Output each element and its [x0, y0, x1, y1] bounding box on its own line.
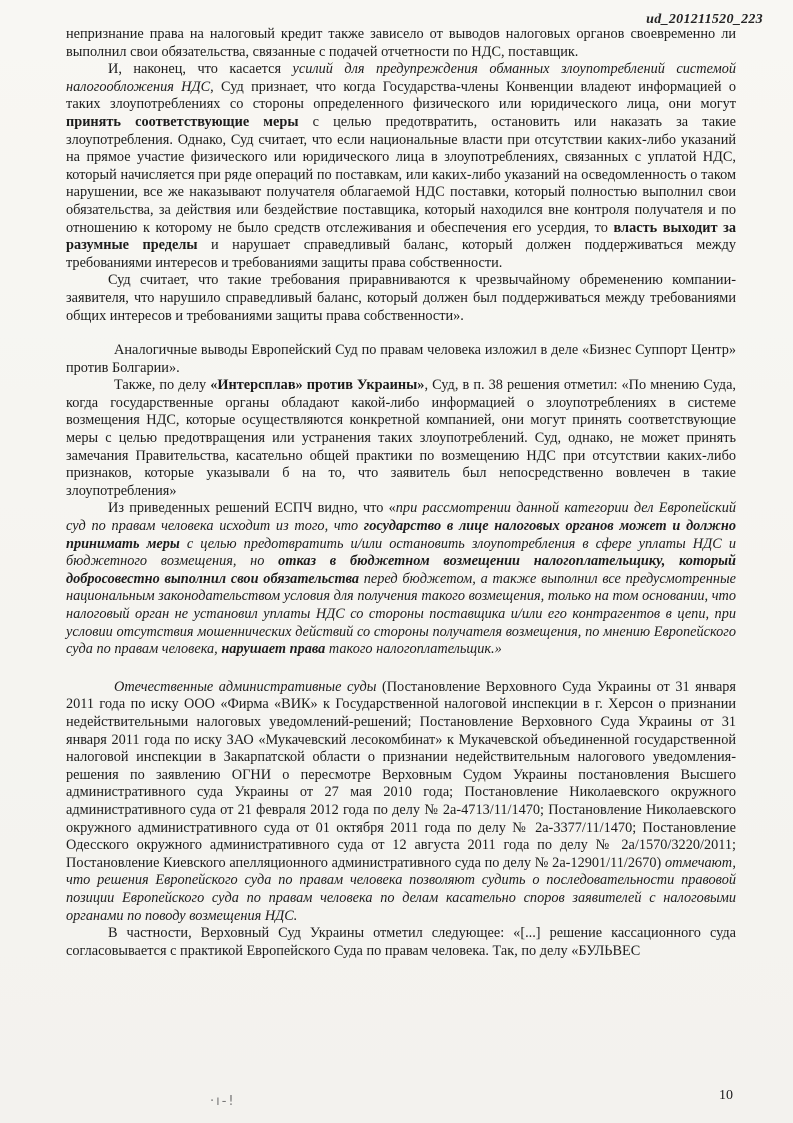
- bold-run: власть выходит за разумные пределы: [66, 219, 736, 254]
- document-id: ud_201211520_223: [646, 12, 763, 27]
- italic-run: Отечественные административные суды: [114, 678, 377, 695]
- paragraph-3: Суд считает, что такие требования приравниваются к чрезвычайному обременению компании-заявителя, что нарушило справедливый баланс, который должен был поддерживаться между требованиями общих интересов и требованиями защиты права собственности».: [66, 272, 736, 324]
- text-run: и нарушает справедливый баланс, который должен поддерживаться между требованиями интересов и требованиями защиты права собственности.: [66, 237, 737, 271]
- text-run: , Суд, в п. 38 решения отметил: «По мнению Суда, когда государственные органы обладают какой-либо информацией о злоупотреблениях в системе возмещения НДС, которые осуществляются конкретной компанией, они могут принять соответствующие меры с целью предотвращения или устранения таких злоупотреблений. Суд, однако, не может принять замечания Правительства, касательно общей практики по возмещению НДС при отсутствии каких-либо признаков, которые указывали б на то, что заявитель был непосредственно вовлечен в такие злоупотребления»: [66, 377, 736, 499]
- paragraph-7: [66, 679, 736, 925]
- paragraph-4: Аналогичные выводы Европейский Суд по правам человека изложил в деле «Бизнес Суппорт Центр» против Болгарии».: [66, 342, 736, 376]
- text-run: (Постановление Верховного Суда Украины от 31 января 2011 года по иску ООО «Фирма «ВИК» к Государственной налоговой инспекции в г. Херсон о признании недействительными налоговых уведомлений-решений; Постановление Верховного Суда Украины от 31 января 2011 года по иску ЗАО «Мукачевский лесокомбинат» к Мукачевской объединенной государственной налоговой инспекции в Закарпатской области о признании недействительным налогового уведомления-решения по заявлению ОГНИ о пересмотре Верховным Судом Украины постановления Высшего административного суда Украины от 27 мая 2010 года; Постановление Николаевского окружного административного суда от 21 февраля 2012 года по делу № 2а-4713/11/1470; Постановление Николаевского окружного административного суда от 01 октября 2011 года по делу № 2а-3377/11/1470; Постановление Одесского окружного административного суда от 12 августа 2011 года по делу № 2а/1570/3220/2011; Постановление Киевского апелляционного административного суда по делу № 2а-12901/11/2670): [66, 678, 737, 871]
- bold-italic-run: государство в лице налоговых органов может и должно принимать меры: [66, 518, 737, 552]
- italic-run: усилий для предупреждения обманных злоупотреблений системой налогообложения НДС: [66, 61, 736, 95]
- italic-run: отмечают, что решения Европейского суда по правам человека позволяют судить о последовательности правовой позиции Европейского суда по правам человека по делам касательно споров заявителей с налоговыми органами по поводу возмещения НДС.: [66, 854, 736, 924]
- paragraph-5: [66, 377, 736, 500]
- text-run: , Суд признает, что когда Государства-члены Конвенции владеют информацией о таких злоупотреблениях со стороны определенного физического или юридического лица, они могут: [66, 78, 736, 113]
- text-run: Также, по делу: [114, 377, 211, 394]
- text-run: с целью предотвратить, остановить или наказать за такие злоупотребления. Однако, Суд считает, что если национальные власти при отсутствии каких-либо указаний на прямое участие физического или юридического лица в злоупотреблениях, связанных с уплатой НДС, который начисляется при ряде операций по поставкам, или каких-либо указаний на осведомленность о таком нарушении, все же наказывают получателя облагаемой НДС поставки, который полностью выполнил свои обязательства, за действия или бездействие поставщика, который находился вне контроля получателя и по отношению к которому не было средств отслеживания и обеспечения его усердия, то: [66, 113, 736, 236]
- paragraph-6: [66, 500, 736, 658]
- bold-italic-run: нарушает права: [221, 641, 326, 658]
- italic-run: с целью предотвратить и/или остановить злоупотребления в сфере уплаты НДС и бюджетного возмещения, но: [66, 535, 736, 570]
- italic-run: при рассмотрении данной категории дел Европейский суд по правам человека исходит из того, что: [66, 500, 736, 535]
- text-run: И, наконец, что касается: [108, 61, 293, 78]
- text-run: Из приведенных решений ЕСПЧ видно, что «: [108, 500, 396, 517]
- italic-run: такого налогоплательщик.»: [325, 641, 502, 658]
- bold-run: «Интерсплав» против Украины»: [210, 377, 425, 394]
- page-number: 10: [719, 1088, 733, 1103]
- paragraph-1: непризнание права на налоговый кредит также зависело от выводов налоговых органов своевременно ли выполнил свои обязательства, связанные с подачей отчетности по НДС, поставщик.: [66, 26, 736, 60]
- bold-italic-run: отказ в бюджетном возмещении налогоплательщику, который добросовестно выполнил свои обязательства: [66, 553, 736, 587]
- italic-run: перед бюджетом, а также выполнил все предусмотренные национальным законодательством условия для получения такого возмещения, только на том основании, что налоговый орган не установил уплаты НДС со стороны поставщика и/или его контрагентов в цепи, при условии отсутствия мошеннических действий со стороны получателя возмещения, по мнению Европейского суда по правам человека,: [66, 570, 736, 658]
- bold-run: принять соответствующие меры: [66, 113, 299, 130]
- paragraph-8: В частности, Верховный Суд Украины отметил следующее: «[...] решение кассационного суда согласовывается с практикой Европейского Суда по правам человека. Так, по делу «БУЛЬВЕС: [66, 925, 736, 959]
- paragraph-2: [66, 61, 736, 272]
- scan-artifact: ·ı-!: [210, 1094, 236, 1109]
- document-body: [66, 26, 736, 960]
